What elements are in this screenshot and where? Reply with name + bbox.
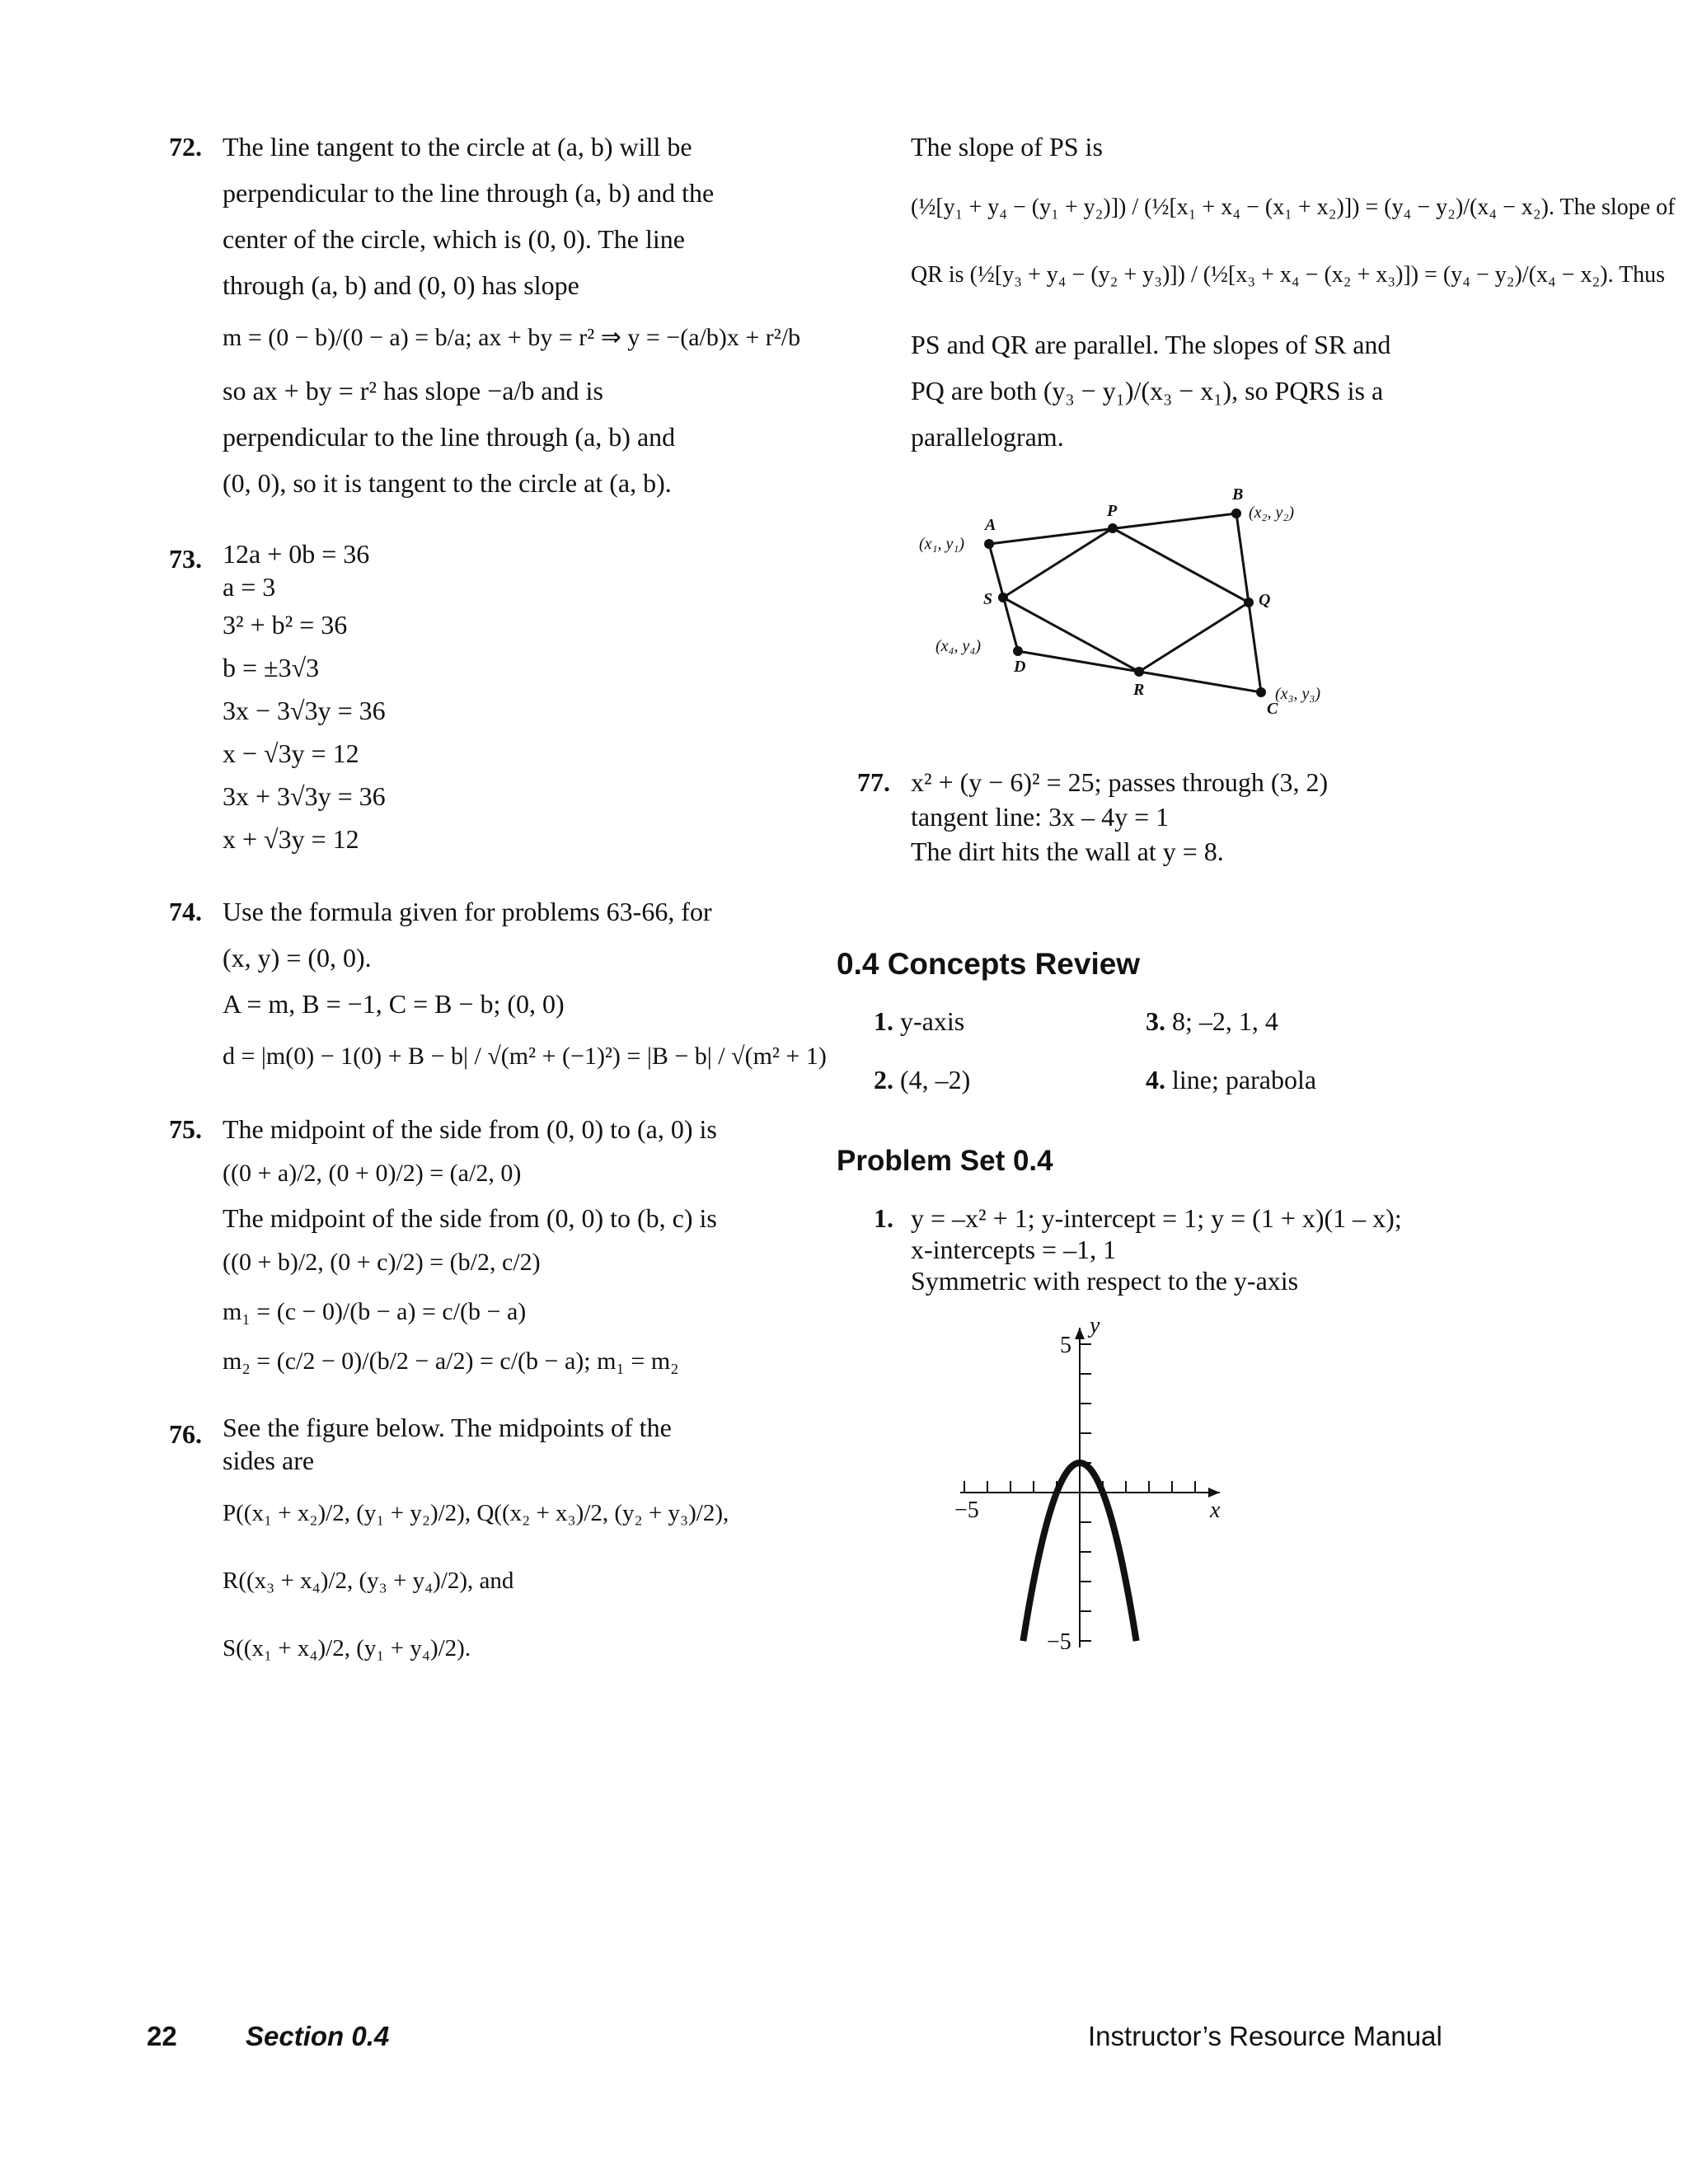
item-answer: 8; –2, 1, 4: [1172, 1006, 1278, 1036]
midpoint-p-dot: [1108, 523, 1118, 533]
equation-line: b = ±3√3: [223, 653, 320, 682]
y-max-label: 5: [1060, 1333, 1071, 1358]
midpoint-s-dot: [998, 593, 1008, 602]
slope-equation: m = (0 − b)/(0 − a) = b/a; ax + by = r² ⇒ y = −(a/b)x + r²/b: [223, 324, 801, 351]
problem-77: [837, 765, 1512, 869]
slope-equation: m₁ = (c − 0)/(b − a) = c/(b − a): [223, 1298, 527, 1325]
equation-line: x + √3y = 12: [223, 824, 359, 854]
section-heading: Problem Set 0.4: [837, 1145, 1053, 1177]
text-line: (0, 0), so it is tangent to the circle at (a, b).: [223, 468, 672, 498]
parallelogram-pqrs: [1003, 528, 1249, 672]
slope-equation: QR is (½[y₃ + y₄ − (y₂ + y₃)]) / (½[x₃ + x₄ − (x₂ + x₃)]) = (y₄ − y₂)/(x₄ − x₂). Thus: [911, 262, 1666, 288]
quadrilateral-abcd: [989, 513, 1261, 692]
text-line: The dirt hits the wall at y = 8.: [911, 837, 1224, 866]
label-x2y2: (x₂, y₂): [1249, 504, 1294, 522]
problem-73: [169, 537, 762, 860]
text-line: The midpoint of the side from (0, 0) to (b, c) is: [223, 1203, 717, 1233]
midpoint-equation: P((x₁ + x₂)/2, (y₁ + y₂)/2), Q((x₂ + x₃)/2, (y₂ + y₃)/2),: [223, 1500, 729, 1526]
footer-title: Instructor’s Resource Manual: [1088, 2021, 1442, 2051]
footer-section: Section 0.4: [246, 2021, 390, 2051]
midpoint-equation: ((0 + b)/2, (0 + c)/2) = (b/2, c/2): [223, 1249, 541, 1276]
slope-equation: m₂ = (c/2 − 0)/(b/2 − a/2) = c/(b − a); m₁ = m₂: [223, 1347, 679, 1375]
problem-number: 72.: [169, 132, 202, 162]
problem-number: 73.: [169, 544, 202, 574]
text-line: x² + (y − 6)² = 25; passes through (3, 2): [911, 767, 1329, 797]
vertex-c-dot: [1256, 687, 1266, 697]
x-min-label: −5: [954, 1497, 979, 1523]
concepts-grid: [837, 1006, 1512, 1095]
y-axis-arrow: [1075, 1328, 1085, 1339]
problem-number: 75.: [169, 1114, 202, 1144]
label-p: P: [1107, 502, 1118, 520]
problem-75: [169, 1106, 762, 1383]
concept-item: [874, 1065, 1146, 1095]
item-answer: line; parabola: [1172, 1065, 1317, 1094]
label-x3y3: (x₃, y₃): [1275, 685, 1320, 703]
midpoint-equation: S((x₁ + x₄)/2, (y₁ + y₄)/2).: [223, 1635, 471, 1661]
label-r: R: [1133, 681, 1145, 699]
problem-number: 77.: [857, 767, 890, 797]
text-line: perpendicular to the line through (a, b) and: [223, 422, 676, 452]
text-line: x-intercepts = –1, 1: [911, 1235, 1117, 1264]
text-line: perpendicular to the line through (a, b) and the: [223, 178, 715, 208]
equation-line: x − √3y = 12: [223, 738, 359, 768]
midpoint-equation: ((0 + a)/2, (0 + 0)/2) = (a/2, 0): [223, 1160, 522, 1187]
item-number: 3.: [1146, 1006, 1165, 1036]
problem-74: [169, 888, 827, 1078]
midpoint-equation: R((x₃ + x₄)/2, (y₃ + y₄)/2), and: [223, 1568, 514, 1594]
label-d: D: [1014, 658, 1026, 676]
item-number: 4.: [1146, 1065, 1165, 1094]
slope-equation: (½[y₁ + y₄ − (y₁ + y₂)]) / (½[x₁ + x₄ − (x₁ + x₂)]) = (y₄ − y₂)/(x₄ − x₂). The slope of: [911, 194, 1676, 220]
problem-number: 74.: [169, 897, 202, 926]
equation-line: a = 3: [223, 572, 276, 602]
equation-line: 3x + 3√3y = 36: [223, 781, 386, 811]
text-line: so ax + by = r² has slope −a/b and is: [223, 376, 603, 405]
label-x1y1: (x₁, y₁): [919, 535, 964, 553]
distance-equation: d = |m(0) − 1(0) + B − b| / √(m² + (−1)²) = |B − b| / √(m² + 1): [223, 1043, 827, 1070]
label-c: C: [1267, 700, 1278, 718]
text-line: Symmetric with respect to the y-axis: [911, 1266, 1299, 1296]
graph-axes: [960, 1328, 1220, 1647]
text-line: PQ are both (y₃ − y₁)/(x₃ − x₁), so PQRS is a: [911, 376, 1384, 405]
text-line: (x, y) = (0, 0).: [223, 943, 372, 972]
text-line: tangent line: 3x – 4y = 1: [911, 802, 1170, 832]
midpoint-r-dot: [1134, 667, 1144, 677]
text-line: y = –x² + 1; y-intercept = 1; y = (1 + x)(1 – x);: [911, 1203, 1402, 1233]
midpoint-q-dot: [1244, 598, 1254, 607]
text-line: The midpoint of the side from (0, 0) to (a, 0) is: [223, 1114, 717, 1144]
problem-76-continued: [837, 124, 1676, 740]
item-number: 1.: [874, 1006, 893, 1036]
concept-item: [1146, 1065, 1475, 1095]
text-line: parallelogram.: [911, 422, 1064, 452]
vertex-a-dot: [984, 539, 994, 549]
item-answer: y-axis: [900, 1006, 965, 1036]
label-s: S: [983, 590, 993, 608]
label-q: Q: [1259, 591, 1271, 609]
y-axis-label: y: [1090, 1313, 1100, 1338]
text-line: PS and QR are parallel. The slopes of SR and: [911, 330, 1391, 359]
y-min-label: −5: [1047, 1629, 1071, 1649]
equation-line: 12a + 0b = 36: [223, 539, 370, 569]
item-answer: (4, –2): [900, 1065, 971, 1094]
text-line: sides are: [223, 1446, 315, 1475]
equation-line: 3² + b² = 36: [223, 610, 348, 640]
text-line: A = m, B = −1, C = B − b; (0, 0): [223, 989, 565, 1019]
parabola-graph: [915, 1303, 1343, 1649]
left-column: [169, 124, 827, 1670]
label-b: B: [1232, 485, 1244, 504]
text-line: center of the circle, which is (0, 0). The line: [223, 224, 685, 254]
problem-72: [169, 124, 801, 506]
x-axis-label: x: [1210, 1497, 1221, 1523]
concept-item: [874, 1006, 1146, 1037]
text-line: Use the formula given for problems 63-66, for: [223, 897, 712, 926]
label-a: A: [985, 516, 996, 534]
problem-76: [169, 1411, 762, 1670]
text-line: The slope of PS is: [911, 132, 1103, 162]
vertex-b-dot: [1231, 509, 1241, 518]
label-x4y4: (x₄, y₄): [935, 637, 981, 655]
vertex-d-dot: [1013, 646, 1023, 656]
quadrilateral-figure: [911, 468, 1372, 740]
text-line: See the figure below. The midpoints of the: [223, 1413, 672, 1442]
text-line: The line tangent to the circle at (a, b) will be: [223, 132, 692, 162]
x-axis-arrow: [1208, 1488, 1220, 1497]
section-heading: 0.4 Concepts Review: [837, 947, 1141, 981]
item-number: 2.: [874, 1065, 893, 1094]
problem-number: 76.: [169, 1419, 202, 1449]
equation-line: 3x − 3√3y = 36: [223, 696, 386, 725]
problem-set-1: [837, 1202, 1512, 1296]
problem-number: 1.: [874, 1203, 893, 1233]
concept-item: [1146, 1006, 1475, 1037]
right-column: [837, 124, 1676, 1649]
footer-page-number: 22: [147, 2021, 177, 2051]
text-line: through (a, b) and (0, 0) has slope: [223, 270, 579, 300]
